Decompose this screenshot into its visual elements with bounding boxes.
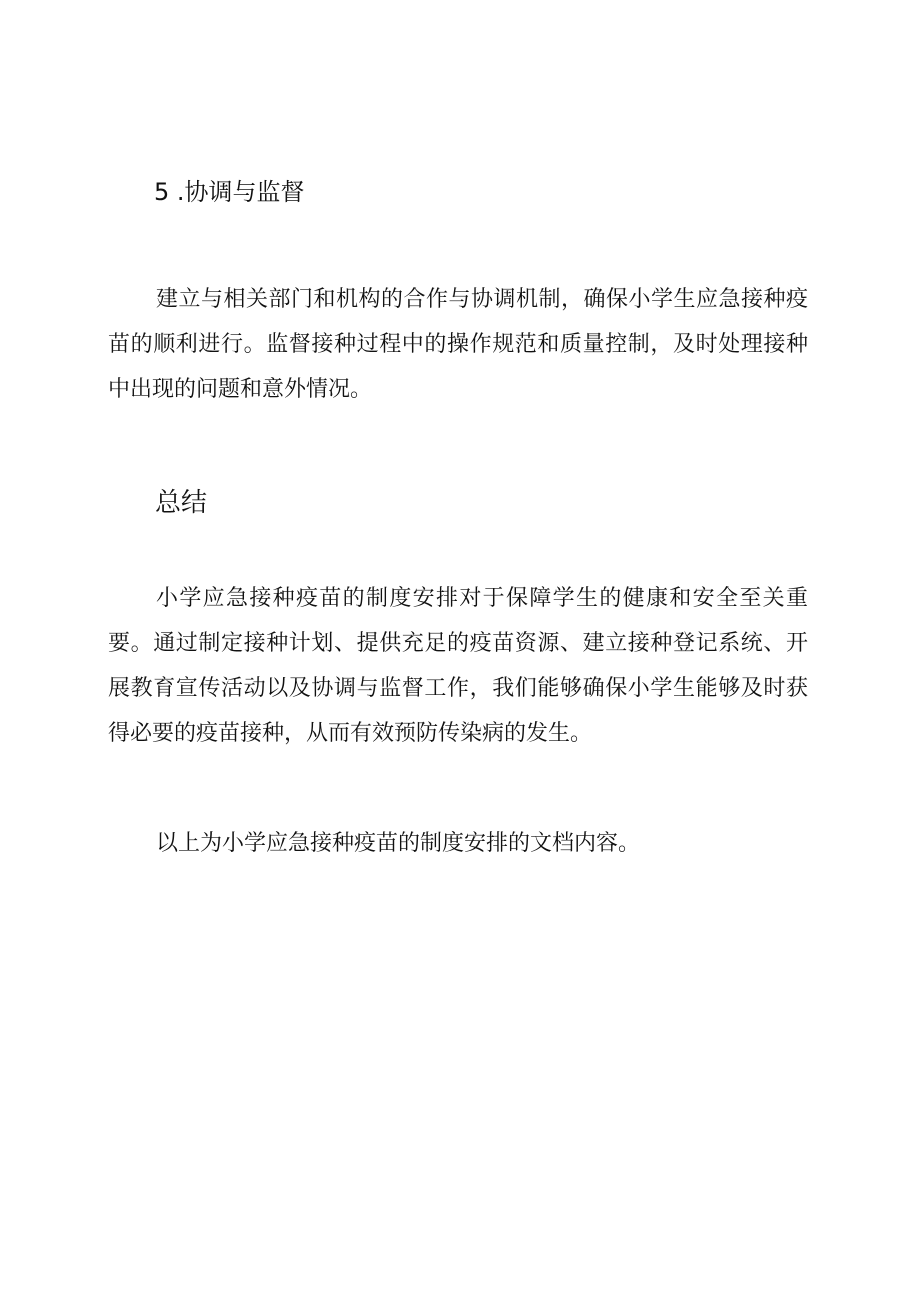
summary-paragraph: 小学应急接种疫苗的制度安排对于保障学生的健康和安全至关重要。通过制定接种计划、提供充足的疫苗资源、建立接种登记系统、开展教育宣传活动以及协调与监督工作，我们能够确保小学生能够及时获得必要的疫苗接种，从而有效预防传染病的发生。 bbox=[108, 586, 808, 746]
closing-paragraph: 以上为小学应急接种疫苗的制度安排的文档内容。 bbox=[156, 831, 641, 856]
section-title: .协调与监督 bbox=[176, 178, 305, 206]
summary-heading: 总结 bbox=[155, 488, 208, 518]
section-heading bbox=[154, 174, 305, 210]
section-paragraph: 建立与相关部门和机构的合作与协调机制，确保小学生应急接种疫苗的顺利进行。监督接种过程中的操作规范和质量控制，及时处理接种中出现的问题和意外情况。 bbox=[108, 287, 808, 402]
section-number: 5 bbox=[154, 178, 170, 206]
